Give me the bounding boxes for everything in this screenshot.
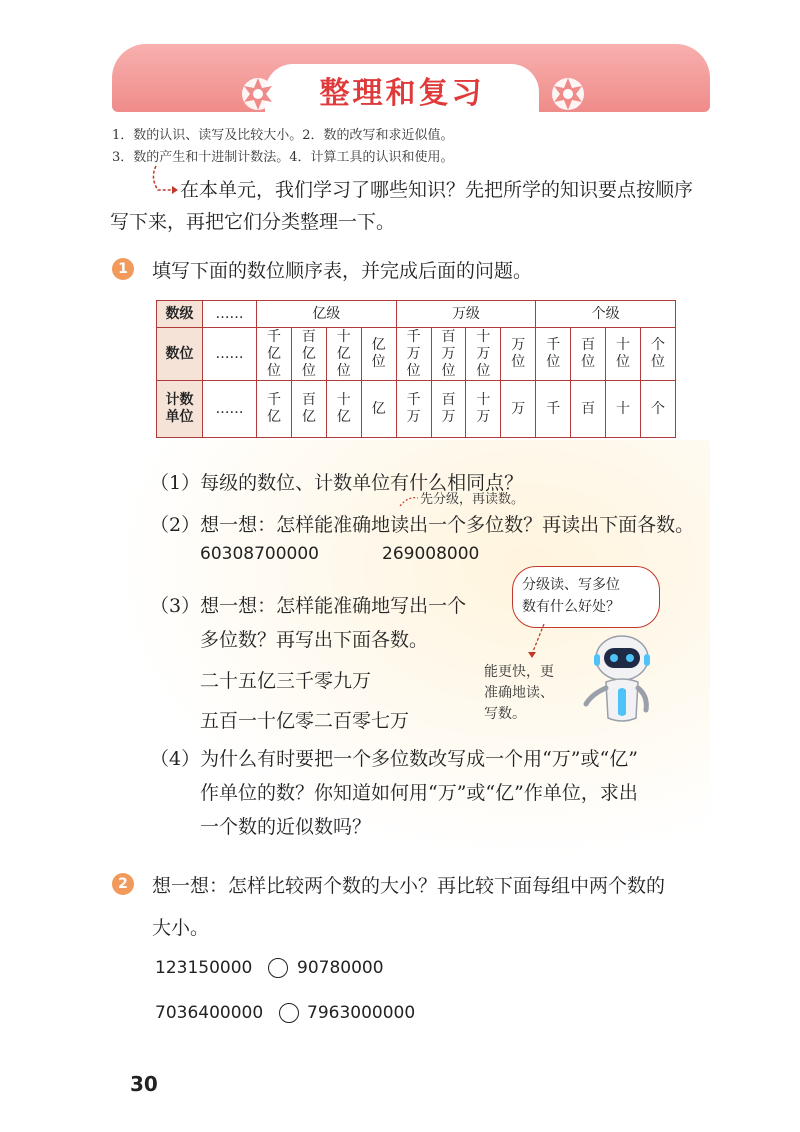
unit-text: 十万 [476,392,491,425]
ellipsis-cell: …… [203,381,257,438]
question-4-line-3: 一个数的近似数吗？ [200,816,372,838]
question-3-line-2: 多位数？再写出下面各数。 [200,629,429,651]
unit-cell [431,381,466,438]
position-cell [326,328,361,381]
question-4-line-2: 作单位的数？你知道如何用“万”或“亿”作单位，求出 [200,782,638,804]
unit-cell [466,381,501,438]
position-cell [501,328,536,381]
page-number: 30 [130,1072,158,1096]
level-ge: 个级 [536,301,676,328]
row-label-level: 数级 [157,301,203,328]
position-cell [431,328,466,381]
read-number-2: 269008000 [382,544,480,564]
unit-text: 亿 [371,400,386,417]
task-1-instruction: 填写下面的数位顺序表，并完成后面的问题。 [152,260,533,282]
task-2-line-1: 想一想：怎样比较两个数的大小？再比较下面每组中两个数的 [152,875,666,897]
level-yi: 亿级 [257,301,397,328]
position-cell [396,328,431,381]
unit-text: 百 [581,400,596,417]
question-4-line-1: （4）为什么有时要把一个多位数改写成一个用“万”或“亿” [150,748,638,770]
level-wan: 万级 [396,301,536,328]
intro-line-1: 在本单元，我们学习了哪些知识？先把所学的知识要点按顺序 [180,179,694,201]
question-2: （2）想一想：怎样能准确地读出一个多位数？再读出下面各数。 [150,514,695,536]
table-row-positions [157,328,676,381]
unit-cell [361,381,396,438]
position-cell [291,328,326,381]
compare-2-b: 7963000000 [307,1003,416,1023]
unit-text: 十 [616,400,631,417]
compare-2-a: 7036400000 [155,1003,264,1023]
position-text: 千位 [546,337,561,370]
row-label-unit-text: 计数单位 [165,392,194,425]
speech-bubble-text [522,574,652,618]
position-text: 万位 [511,337,526,370]
unit-text: 万 [511,400,526,417]
compare-1-a: 123150000 [155,958,253,978]
unit-text: 千万 [406,392,421,425]
position-text: 十万位 [476,328,491,379]
task-1-badge: 1 [112,258,134,280]
table-row-units [157,381,676,438]
position-text: 百位 [581,337,596,370]
question-1: （1）每级的数位、计数单位有什么相同点？ [150,472,524,494]
unit-cell [257,381,292,438]
unit-cell [326,381,361,438]
position-text: 十亿位 [336,328,351,379]
position-text: 百万位 [441,328,456,379]
position-cell [361,328,396,381]
robot-icon [582,630,662,726]
bubble-pointer-icon [524,622,554,658]
position-cell [640,328,675,381]
position-text: 十位 [616,337,631,370]
write-number-1: 二十五亿三千零九万 [200,670,372,692]
unit-cell [640,381,675,438]
robot-answer [484,662,554,725]
ellipsis-cell: …… [203,328,257,381]
robot-answer-line-3: 写数。 [484,706,526,722]
position-text: 千万位 [406,328,421,379]
compare-1-circle[interactable] [268,958,288,978]
flower-right-icon [548,74,588,114]
unit-cell [396,381,431,438]
compare-1-b: 90780000 [297,958,384,978]
robot-answer-line-1: 能更快，更 [484,664,554,680]
row-label-unit [157,381,203,438]
position-text: 亿位 [371,337,386,370]
ellipsis-cell: …… [203,301,257,328]
row-label-position: 数位 [157,328,203,381]
unit-text: 千 [546,400,561,417]
unit-cell [501,381,536,438]
place-value-table [156,300,676,438]
unit-text: 百亿 [301,392,316,425]
page-title: 整理和复习 [319,76,485,111]
unit-cell [606,381,641,438]
bubble-line-1: 分级读、写多位 [522,577,620,593]
unit-cell [536,381,571,438]
position-text: 个位 [650,337,665,370]
bubble-line-2: 数有什么好处？ [522,599,620,615]
unit-text: 个 [650,400,665,417]
unit-cell [571,381,606,438]
question-3-line-1: （3）想一想：怎样能准确地写出一个 [150,595,467,617]
position-text: 千亿位 [266,328,281,379]
hint-arrow-icon [398,494,420,508]
compare-2-circle[interactable] [279,1003,299,1023]
dashed-arrow-icon [148,164,178,196]
intro-line-2: 写下来，再把它们分类整理一下。 [110,211,396,233]
unit-text: 千亿 [266,392,281,425]
write-number-2: 五百一十亿零二百零七万 [200,710,410,732]
position-cell [536,328,571,381]
topic-line-2: 3．数的产生和十进制计数法。4．计算工具的认识和使用。 [112,150,454,165]
table-row-levels [157,301,676,328]
position-cell [571,328,606,381]
question-2-hint: 先分级，再读数。 [420,492,525,507]
position-cell [257,328,292,381]
unit-cell [291,381,326,438]
unit-text: 百万 [441,392,456,425]
unit-text: 十亿 [336,392,351,425]
robot-answer-line-2: 准确地读、 [484,685,554,701]
read-number-1: 60308700000 [200,544,319,564]
position-text: 百亿位 [301,328,316,379]
task-2-badge: 2 [112,873,134,895]
position-cell [606,328,641,381]
position-cell [466,328,501,381]
task-2-line-2: 大小。 [152,917,210,939]
topic-line-1: 1．数的认识、读写及比较大小。2．数的改写和求近似值。 [112,128,454,143]
